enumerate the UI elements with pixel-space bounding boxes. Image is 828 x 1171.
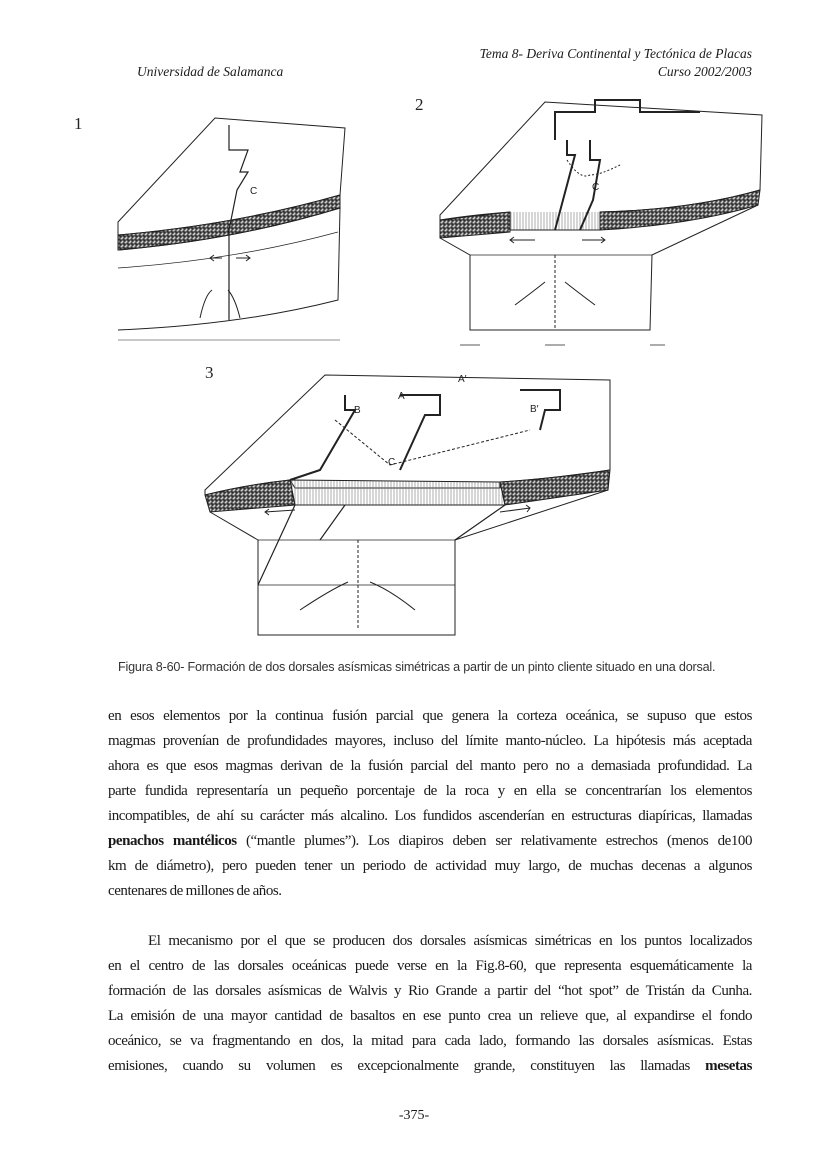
panel-3-diagram [205,363,610,635]
line-text: km de diámetro), pero pueden tener un periodo de actividad muy largo, de muchas decenas a algunos [108,858,752,874]
line-text: magmas provenían de profundidades mayores, incluso del límite manto-núcleo. La hipótesis más aceptada [108,733,752,749]
text-line [108,704,752,729]
text-line [108,929,752,954]
panel-number-1: 1 [74,114,83,133]
text-line [108,729,752,754]
paragraph-1 [108,704,752,904]
text-line [108,754,752,779]
line-text: (“mantle plumes”). Los diapiros deben ser relativamente estrechos (menos de100 [236,833,752,849]
figure-caption: Figura 8-60- Formación de dos dorsales asísmicas simétricas a partir de un pinto cliente situado en una dorsal. [118,660,716,674]
text-line [108,1029,752,1054]
text-line [108,979,752,1004]
panel-number-3: 3 [205,363,214,382]
line-text: El mecanismo por el que se producen dos dorsales asísmicas simétricas en los puntos localizados [148,933,752,949]
line-text: oceánico, se va fragmentando en dos, la mitad para cada lado, formando las dorsales asísmicas. Estas [108,1033,752,1049]
text-line [108,954,752,979]
text-line [108,879,752,904]
header-course: Curso 2002/2003 [657,64,752,79]
text-line [108,829,752,854]
label-b-prime: B′ [530,404,539,415]
panel-2-diagram [415,95,762,345]
text-line [108,804,752,829]
line-text: emisiones, cuando su volumen es excepcionalmente grande, constituyen las llamadas [108,1058,706,1074]
line-text: en el centro de las dorsales oceánicas puede verse en la Fig.8-60, que representa esquemáticamente la [108,958,752,974]
text-line [108,1054,752,1079]
text-line [108,1004,752,1029]
label-c-3: C [388,457,396,468]
header-chapter: Tema 8- Deriva Continental y Tectónica de Placas [479,46,752,61]
header-institution: Universidad de Salamanca [137,64,284,79]
line-text: centenares de millones de años. [108,883,282,899]
bold-term: penachos mantélicos [108,833,237,849]
line-text: incompatibles, de ahí su carácter más alcalino. Los fundidos ascenderían en estructuras diapíricas, llamadas [108,808,752,824]
text-line [108,854,752,879]
paragraph-2 [108,929,752,1079]
line-text: ahora es que esos magmas derivan de la fusión parcial del manto pero no a demasiada profundidad. La [108,758,752,774]
panel-1-diagram [74,114,345,340]
line-text: formación de las dorsales asísmicas de Walvis y Rio Grande a partir del “hot spot” de Tristán da Cunha. [108,983,752,999]
label-a-prime: A′ [458,374,467,385]
text-line [108,779,752,804]
page-number: -375- [398,1108,430,1123]
label-a: A [398,391,405,402]
label-c-1: C [250,186,258,197]
label-c-2: C [592,182,600,193]
label-b: B [354,405,361,416]
line-text: parte fundida representaría un pequeño porcentaje de la roca y en ella se concentrarían los elementos [108,783,752,799]
line-text: en esos elementos por la continua fusión parcial que genera la corteza oceánica, se supuso que estos [108,708,752,724]
panel-number-2: 2 [415,95,424,114]
bold-term: mesetas [705,1058,752,1074]
line-text: La emisión de una mayor cantidad de basaltos en ese punto crea un relieve que, al expandirse el fondo [108,1008,752,1024]
